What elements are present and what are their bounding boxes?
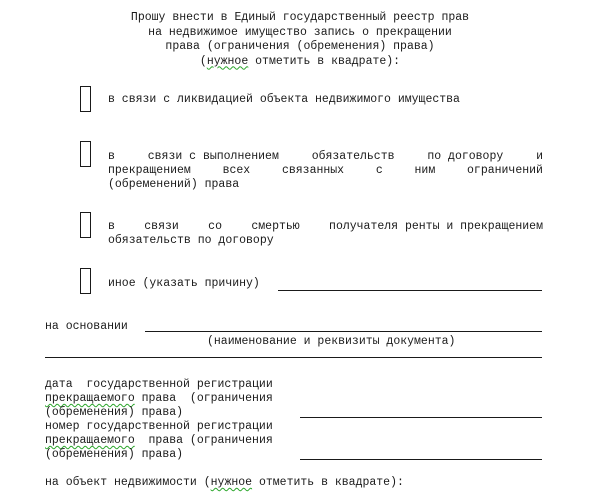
basis-label: на основании [45,320,128,333]
document-header [0,11,600,69]
option-obligations-line-2: прекращением всех связанных с ним ограничений [108,164,543,177]
checkbox-liquidation[interactable] [80,86,91,112]
header-line-1: Прошу внести в Единый государственный реестр прав [130,11,470,24]
option-liquidation-text: в связи с ликвидацией объекта недвижимого имущества [108,93,460,106]
option-obligations-line-1: в связи с выполнением обязательств по договору и [108,150,543,163]
checkbox-rent-death[interactable] [80,212,91,238]
basis-document-line-2[interactable] [45,357,542,358]
spellcheck-word: прекращаемого [45,392,135,405]
basis-caption: (наименование и реквизиты документа) [207,335,456,348]
registration-date-line-3: (обременения) права) [45,406,184,419]
spellcheck-word: нужное [210,476,253,489]
option-other-text: иное (указать причину) [108,277,260,290]
header-line-3: права (ограничения (обременения) права) [165,40,435,53]
checkbox-other[interactable] [80,268,91,294]
option-rent-death-line-2: обязательств по договору [108,234,274,247]
registration-number-line-2: прекращаемого права (ограничения [45,434,273,447]
header-line-2: на недвижимое имущество запись о прекращении [148,25,452,39]
checkbox-obligations[interactable] [80,141,91,167]
registration-number-line-3: (обременения) права) [45,448,184,461]
registration-date-line-1: дата государственной регистрации [45,378,273,391]
registration-number-line-1: номер государственной регистрации [45,420,273,433]
option-rent-death-line-1: в связи со смертью получателя ренты и прекращением [108,220,543,233]
header-line-4: (нужное отметить в квадрате): [199,54,401,68]
registration-date-field[interactable] [300,417,542,418]
object-selection-label: на объект недвижимости (нужное отметить в квадрате): [45,476,404,489]
other-reason-line[interactable] [278,290,542,291]
spellcheck-word: прекращаемого [45,434,135,447]
spellcheck-word: нужное [206,54,249,68]
registration-number-field[interactable] [300,459,542,460]
basis-document-line[interactable] [145,331,542,332]
option-obligations-line-3: (обременений) права [108,178,240,191]
registration-date-line-2: прекращаемого права (ограничения [45,392,273,405]
